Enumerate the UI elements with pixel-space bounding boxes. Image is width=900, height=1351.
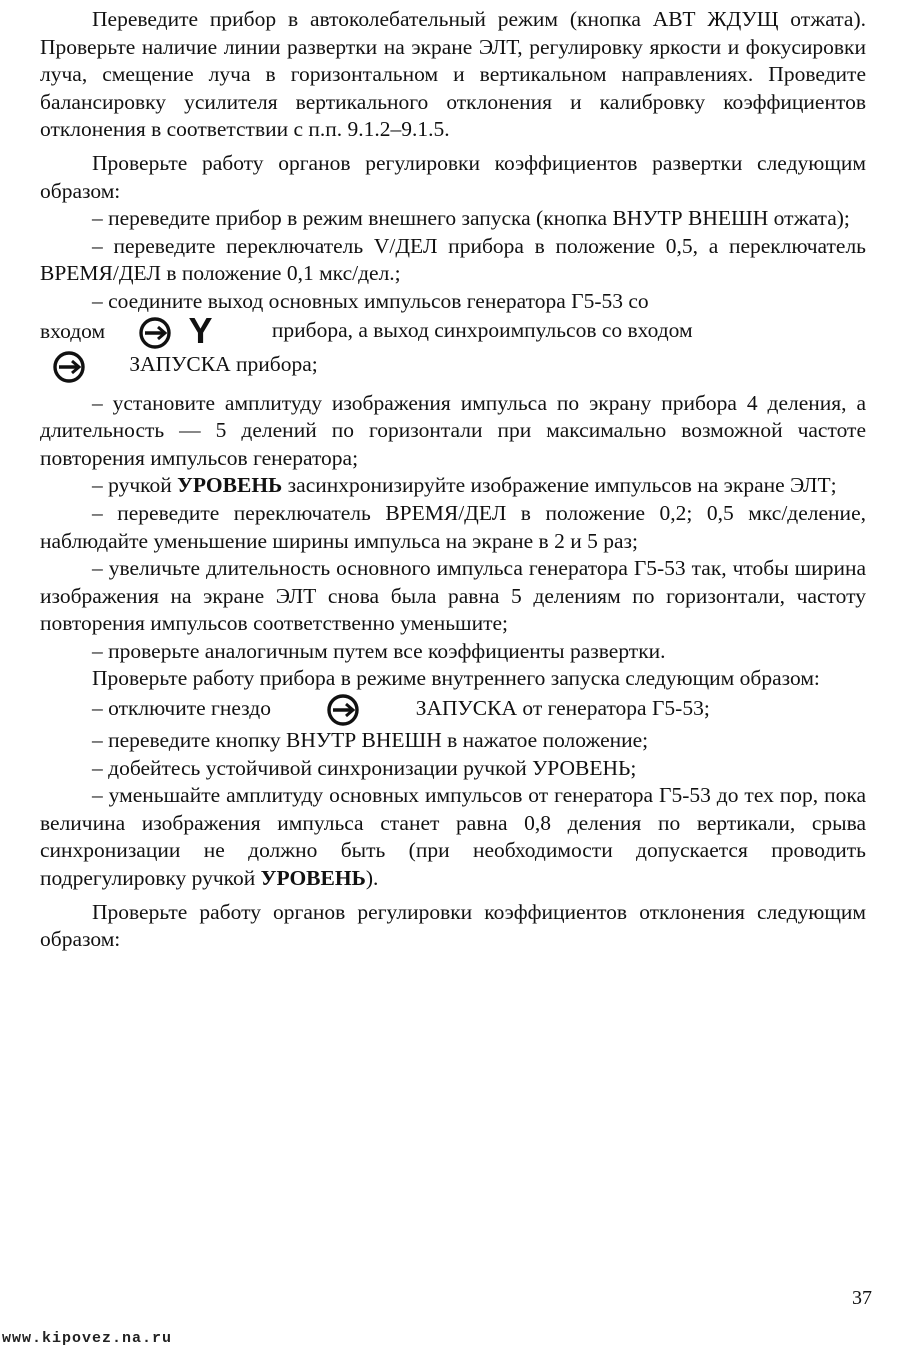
step-switch-time-div: – переведите переключатель ВРЕМЯ/ДЕЛ в положение 0,2; 0,5 мкс/деление, наблюдайте уменьшение ширины импульса на экране в 2 и 5 раз;: [40, 500, 866, 553]
watermark: www.kipovez.na.ru: [2, 1330, 173, 1347]
step-connect-generator-cont: [40, 310, 866, 352]
level-knob-label-2: УРОВЕНЬ: [260, 866, 366, 891]
trigger-text: ЗАПУСКА прибора;: [129, 352, 318, 377]
step-stable-sync: – добейтесь устойчивой синхронизации ручкой УРОВЕНЬ;: [92, 755, 637, 780]
circled-arrow-socket-icon: [326, 693, 360, 727]
step-check-all-coefficients: – проверьте аналогичным путем все коэффициенты развертки.: [92, 638, 666, 663]
input-label: входом: [40, 318, 106, 343]
input-label-rest: прибора, а выход синхроимпульсов со входом: [271, 318, 693, 343]
level-knob-label: УРОВЕНЬ: [177, 473, 283, 498]
paragraph-internal-trigger-intro: Проверьте работу прибора в режиме внутреннего запуска следующим образом:: [92, 666, 820, 691]
step-sync-level: [40, 472, 866, 500]
paragraph-sweep-check-intro: Проверьте работу органов регулировки коэффициентов развертки следующим образом:: [40, 150, 866, 203]
disconnect-text: – отключите гнездо: [92, 696, 271, 720]
step-sync-level-a: – ручкой: [92, 473, 178, 498]
step-sync-level-c: засинхронизируйте изображение импульсов на экране ЭЛТ;: [282, 473, 837, 498]
step-set-amplitude: – установите амплитуду изображения импульса по экрану прибора 4 деления, а длительность — 5 делений по горизонтали при максимально возможной частоте повторения импульсов генератора;: [40, 390, 866, 470]
step-external-trigger: – переведите прибор в режим внешнего запуска (кнопка ВНУТР ВНЕШН отжата);: [92, 206, 850, 231]
step-increase-duration: – увеличьте длительность основного импульса генератора Г5-53 так, чтобы ширина изображения на экране ЭЛТ снова была равна 5 делениям по горизонтали, частоту повторения импульсов соответственно уменьшите;: [40, 556, 866, 636]
page-number: 37: [852, 1287, 872, 1309]
step-trigger-input: [40, 350, 866, 384]
channel-y-label: Y: [188, 310, 213, 352]
circled-arrow-trigger-icon: [52, 350, 86, 384]
step-reduce-amplitude-a: – уменьшайте амплитуду основных импульсов от генератора Г5-53 до тех пор, пока величина изображения импульса станет равна 0,8 деления по вертикали, срыва синхронизации не должно быть (при необходимости допускается проводить подрегулировку ручкой: [40, 783, 866, 891]
step-reduce-amplitude-c: ).: [365, 866, 379, 891]
step-press-button: – переведите кнопку ВНУТР ВНЕШН в нажатое положение;: [92, 728, 649, 753]
step-connect-generator: – соедините выход основных импульсов генератора Г5-53 со: [92, 288, 649, 313]
paragraph-deflection-check-intro: Проверьте работу органов регулировки коэффициентов отклонения следующим образом:: [40, 899, 866, 952]
paragraph-auto-mode: Переведите прибор в автоколебательный режим (кнопка АВТ ЖДУЩ отжата). Проверьте наличие линии развертки на экране ЭЛТ, регулировку яркости и фокусировки луча, смещение луча в горизонтальном и вертикальном направлениях. Проведите балансировку усилителя вертикального отклонения и калибровку коэффициентов отклонения в соответствии с п.п. 9.1.2–9.1.5.: [40, 7, 866, 142]
circled-arrow-input-icon: [138, 316, 172, 350]
step-reduce-amplitude: [40, 782, 866, 892]
page-content: [40, 6, 866, 954]
step-set-switches: – переведите переключатель V/ДЕЛ прибора в положение 0,5, а переключатель ВРЕМЯ/ДЕЛ в положение 0,1 мкс/дел.;: [40, 233, 866, 286]
step-disconnect-socket: [40, 693, 866, 727]
disconnect-text-rest: ЗАПУСКА от генератора Г5-53;: [415, 696, 710, 720]
